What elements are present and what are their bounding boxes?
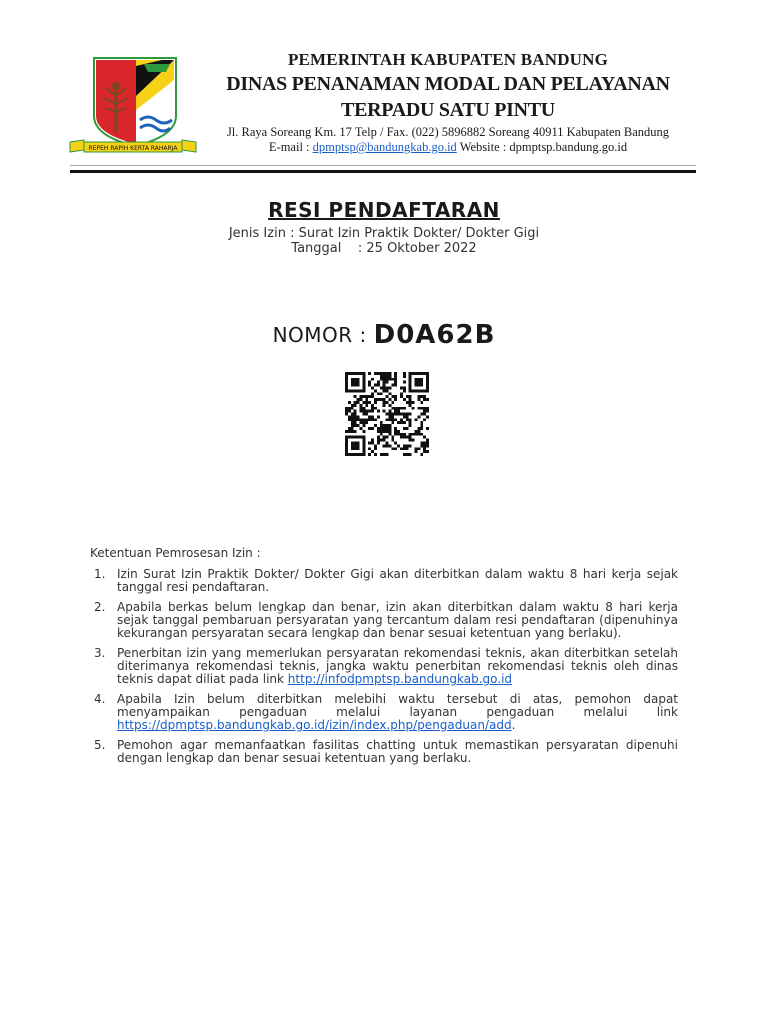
provision-number: 1.	[94, 567, 106, 581]
qr-code	[340, 372, 434, 456]
provision-item	[90, 647, 678, 686]
email-label: E-mail :	[268, 140, 313, 154]
receipt-number-label: NOMOR :	[272, 323, 374, 347]
provision-item	[90, 693, 678, 732]
website-label: Website :	[456, 140, 510, 154]
agency-address: Jl. Raya Soreang Km. 17 Telp / Fax. (022) 5896882 Soreang 40911 Kabupaten Bandung	[226, 125, 670, 139]
kabupaten-bandung-emblem	[66, 50, 200, 158]
provision-text-end: .	[511, 718, 516, 732]
provision-number: 3.	[94, 646, 106, 660]
provision-number: 5.	[94, 738, 106, 752]
document-title: RESI PENDAFTARAN	[268, 198, 500, 222]
provision-number: 2.	[94, 600, 106, 614]
receipt-date: Tanggal : 25 Oktober 2022	[291, 241, 477, 256]
agency-name-line1: DINAS PENANAMAN MODAL DAN PELAYANAN	[226, 73, 670, 95]
provision-number: 4.	[94, 692, 106, 706]
email-link[interactable]: dpmptsp@bandungkab.go.id	[312, 140, 457, 154]
header-divider	[70, 170, 696, 173]
provision-link[interactable]: http://infodpmptsp.bandungkab.go.id	[287, 672, 513, 686]
agency-contact	[200, 140, 696, 155]
provision-text: Apabila Izin belum diterbitkan melebihi waktu tersebut di atas, pemohon dapat menyampaikan pengaduan melalui layanan pengaduan melalui link	[117, 692, 678, 719]
provision-text: Pemohon agar memanfaatkan fasilitas chatting untuk memastikan persyaratan dipenuhi dengan lengkap dan benar sesuai ketentuan yang berlaku.	[117, 738, 678, 765]
receipt-number-value: D0A62B	[373, 320, 496, 350]
provision-item	[90, 568, 678, 594]
provision-text: Apabila berkas belum lengkap dan benar, izin akan diterbitkan dalam waktu 8 hari kerja sejak tanggal pembaruan persyaratan yang tercantum dalam resi pendaftaran (dipenuhinya kekurangan persyaratan secara lengkap dan benar sesuai ketentuan yang berlaku).	[117, 600, 678, 640]
provisions-heading: Ketentuan Pemrosesan Izin :	[90, 546, 261, 560]
website-text: dpmptsp.bandung.go.id	[509, 140, 628, 154]
agency-name-line2: TERPADU SATU PINTU	[341, 99, 555, 121]
provisions-list	[90, 568, 678, 772]
provision-text: Izin Surat Izin Praktik Dokter/ Dokter Gigi akan diterbitkan dalam waktu 8 hari kerja sejak tanggal resi pendaftaran.	[117, 567, 678, 594]
provision-item	[90, 739, 678, 765]
provision-item	[90, 601, 678, 640]
provision-text: Penerbitan izin yang memerlukan persyaratan rekomendasi teknis, akan diterbitkan setelah diterimanya rekomendasi teknis, jangka waktu penerbitan rekomendasi teknis oleh dinas teknis dapat diliat pada link	[117, 646, 678, 686]
government-name: PEMERINTAH KABUPATEN BANDUNG	[287, 50, 609, 69]
provision-link[interactable]: https://dpmptsp.bandungkab.go.id/izin/index.php/pengaduan/add	[117, 718, 512, 732]
receipt-number	[0, 320, 768, 350]
header-divider-thin	[70, 165, 696, 166]
permit-type: Jenis Izin : Surat Izin Praktik Dokter/ Dokter Gigi	[228, 226, 540, 241]
motto-text: REPEH RAPIH KERTA RAHARJA	[88, 145, 178, 152]
